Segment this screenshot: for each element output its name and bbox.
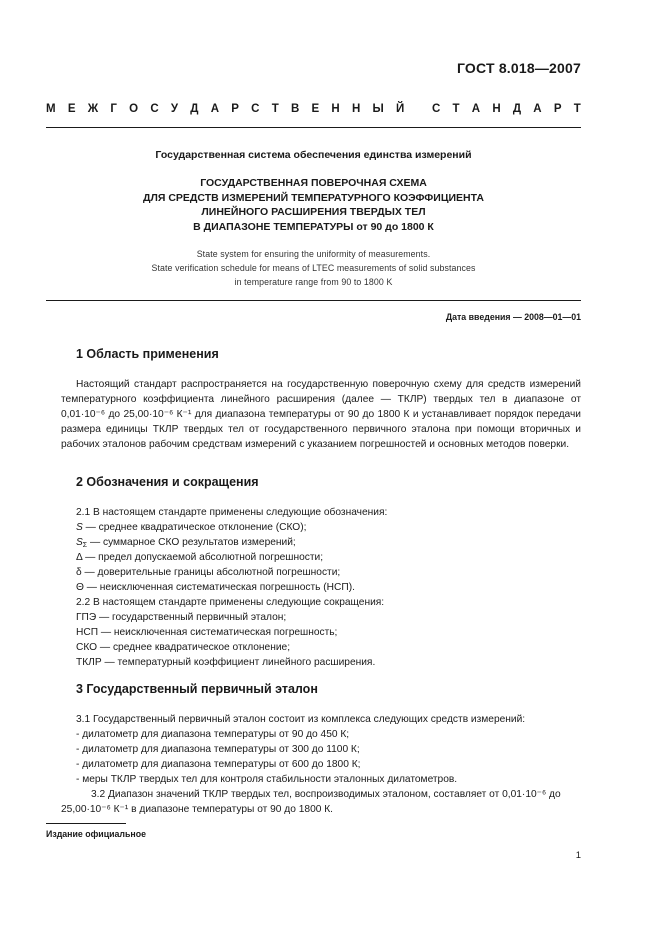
symbol-meaning: — среднее квадратическое отклонение (СКО); bbox=[82, 522, 307, 533]
banner-letter: Н bbox=[351, 103, 361, 115]
english-title bbox=[46, 247, 581, 289]
primary-standard-intro: 3.1 Государственный первичный эталон состоит из комплекса следующих средств измерений: bbox=[76, 714, 526, 725]
instrument-item: - дилатометр для диапазона температуры от 300 до 1100 К; bbox=[76, 744, 360, 755]
banner-letter: С bbox=[251, 103, 260, 115]
banner-letter: А bbox=[533, 103, 542, 115]
footer-divider bbox=[46, 823, 126, 824]
banner-letter: Т bbox=[271, 103, 279, 115]
banner-letter bbox=[417, 103, 420, 115]
symbol-definition bbox=[76, 550, 581, 565]
scope-text: Настоящий стандарт распространяется на государственную поверочную схему для средств измерений температурного коэффициента линейного расширения (далее — ТКЛР) твердых тел в диапазоне от 0,01·10⁻⁶ до 25,00·10⁻⁶ К⁻¹ для диапазона температуры от 90 до 1800 К и устанавливает порядок передачи размера единицы ТКЛР твердых тел от государственного первичного эталона при помощи вторичных и рабочих эталонов рабочим средствам измерений с указанием погрешностей и основных методов поверки. bbox=[61, 379, 581, 450]
symbol-definition bbox=[76, 520, 581, 535]
instrument-item: - меры ТКЛР твердых тел для контроля стабильности эталонных дилатометров. bbox=[76, 774, 458, 785]
range-paragraph-line2: 25,00·10⁻⁶ К⁻¹ в диапазоне температуры от 90 до 1800 К. bbox=[61, 804, 333, 815]
banner-letter: У bbox=[170, 103, 179, 115]
title-line: ЛИНЕЙНОГО РАСШИРЕНИЯ ТВЕРДЫХ ТЕЛ bbox=[201, 206, 426, 219]
abbreviation-definition: ГПЭ — государственный первичный эталон; bbox=[76, 612, 287, 623]
symbol: δ bbox=[76, 567, 82, 578]
abbreviations-intro: 2.2 В настоящем стандарте применены следующие сокращения: bbox=[76, 597, 385, 608]
banner-letter: С bbox=[431, 103, 441, 115]
english-title-line: State verification schedule for means of LTEC measurements of solid substances bbox=[151, 263, 476, 273]
range-paragraph-continuation bbox=[61, 802, 581, 817]
abbreviation-definition: СКО — среднее квадратическое отклонение; bbox=[76, 642, 291, 653]
introduction-date: Дата введения — 2008—01—01 bbox=[445, 312, 581, 322]
symbol: S bbox=[76, 522, 83, 533]
banner-letter: С bbox=[150, 103, 159, 115]
symbol: Δ bbox=[76, 552, 83, 563]
document-title bbox=[46, 176, 581, 234]
symbol-definition bbox=[76, 565, 581, 580]
symbol-definition bbox=[76, 580, 581, 595]
instrument-item: - дилатометр для диапазона температуры от 600 до 1800 К; bbox=[76, 759, 361, 770]
symbol-meaning: — суммарное СКО результатов измерений; bbox=[87, 537, 296, 548]
banner-letter: Т bbox=[452, 103, 460, 115]
range-paragraph-line1: 3.2 Диапазон значений ТКЛР твердых тел, воспроизводимых эталоном, составляет от 0,01·10⁻⁶ до bbox=[91, 789, 561, 800]
symbol-definition bbox=[76, 535, 581, 550]
scope-paragraph bbox=[61, 377, 581, 452]
standard-code: ГОСТ 8.018—2007 bbox=[456, 60, 581, 76]
title-line: ДЛЯ СРЕДСТВ ИЗМЕРЕНИЙ ТЕМПЕРАТУРНОГО КОЭФФИЦИЕНТА bbox=[143, 191, 484, 204]
header-divider bbox=[46, 127, 581, 128]
symbols-intro: 2.1 В настоящем стандарте применены следующие обозначения: bbox=[76, 507, 388, 518]
symbol-meaning: — неисключенная систематическая погрешность (НСП). bbox=[83, 582, 355, 593]
symbol: S bbox=[76, 537, 83, 548]
banner-letter: Р bbox=[231, 103, 239, 115]
abbreviation-definition: ТКЛР — температурный коэффициент линейного расширения. bbox=[76, 657, 376, 668]
banner-letter: М bbox=[46, 103, 56, 115]
title-line: В ДИАПАЗОНЕ ТЕМПЕРАТУРЫ от 90 до 1800 К bbox=[193, 220, 434, 233]
banner-letter: Г bbox=[110, 103, 117, 115]
section-heading-scope: 1 Область применения bbox=[76, 347, 219, 361]
symbols-block bbox=[76, 505, 581, 670]
symbol-meaning: — предел допускаемой абсолютной погрешности; bbox=[82, 552, 324, 563]
banner-letter: Д bbox=[512, 103, 522, 115]
symbols-list bbox=[76, 520, 581, 595]
banner-letter: Е bbox=[67, 103, 76, 115]
banner-letter: Е bbox=[311, 103, 320, 115]
instrument-item: - дилатометр для диапазона температуры от 90 до 450 К; bbox=[76, 729, 350, 740]
english-title-line: in temperature range from 90 to 1800 K bbox=[234, 277, 393, 287]
banner-letter: Й bbox=[396, 103, 405, 115]
banner-letter: Ж bbox=[87, 103, 99, 115]
system-title: Государственная система обеспечения единства измерений bbox=[155, 149, 472, 161]
primary-standard-block bbox=[76, 712, 581, 802]
banner-letter: А bbox=[471, 103, 481, 115]
interstate-standard-banner bbox=[46, 103, 581, 115]
banner-letter: Н bbox=[331, 103, 340, 115]
official-edition-label: Издание официальное bbox=[46, 829, 146, 839]
abbreviation-definition: НСП — неисключенная систематическая погрешность; bbox=[76, 627, 338, 638]
symbol-meaning: — доверительные границы абсолютной погрешности; bbox=[81, 567, 341, 578]
banner-letter: Н bbox=[492, 103, 501, 115]
title-line: ГОСУДАРСТВЕННАЯ ПОВЕРОЧНАЯ СХЕМА bbox=[200, 177, 427, 189]
banner-letter: Д bbox=[190, 103, 199, 115]
page-number: 1 bbox=[575, 850, 581, 861]
section-heading-symbols: 2 Обозначения и сокращения bbox=[76, 475, 259, 489]
banner-letter: Т bbox=[573, 103, 581, 115]
english-title-line: State system for ensuring the uniformity of measurements. bbox=[196, 249, 431, 259]
banner-letter: О bbox=[129, 103, 139, 115]
banner-letter: Р bbox=[553, 103, 562, 115]
instruments-list bbox=[76, 727, 581, 787]
section-heading-primary-standard: 3 Государственный первичный эталон bbox=[76, 682, 318, 696]
symbol: Θ bbox=[76, 582, 84, 593]
banner-letter: В bbox=[290, 103, 300, 115]
symbol-subscript: Σ bbox=[82, 542, 88, 549]
abbreviations-list bbox=[76, 610, 581, 670]
banner-letter: А bbox=[210, 103, 220, 115]
title-divider bbox=[46, 300, 581, 301]
banner-letter: Ы bbox=[372, 103, 384, 115]
